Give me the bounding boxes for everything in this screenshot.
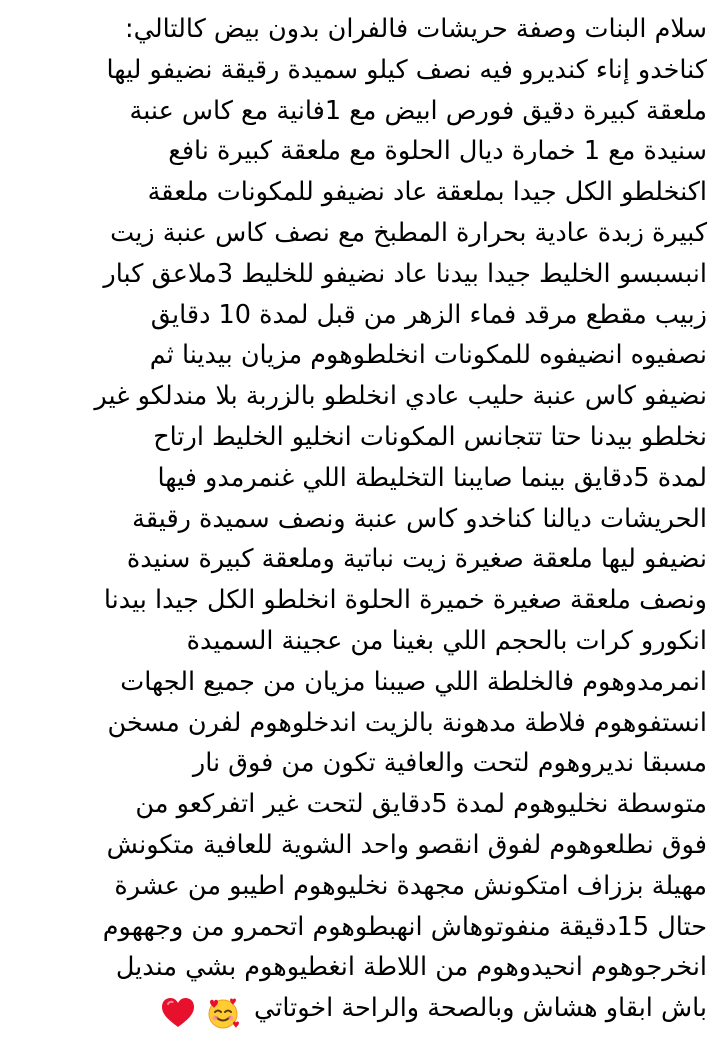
text-line: انخرجوهوم انحيدوهوم من اللاطة انغطيوهوم بشي منديل [115,952,707,983]
text-line: لمدة 5دقايق بينما صايبنا التخليطة اللي غنمرمدو فيها [157,462,707,493]
text-line: سنيدة مع 1 خمارة ديال الحلوة مع ملعقة كبيرة نافع [168,136,707,167]
text-line: ملعقة كبيرة دقيق فورص ابيض مع 1فانية مع كاس عنبة [129,95,707,126]
text-line: فوق نطلعوهوم لفوق انقصو واحد الشوية للعافية متكونش [106,829,707,860]
text-line: نضيفو ليها ملعقة صغيرة زيت نباتية وملعقة كبيرة سنيدة [126,544,707,575]
text-line: الحريشات ديالنا كناخدو كاس عنبة ونصف سميدة رقيقة [132,503,707,534]
text-line: مسبقا نديروهوم لتحت والعافية تكون من فوق نار [192,748,707,779]
text-line: انمرمدوهوم فالخلطة اللي صيبنا مزيان من جميع الجهات [120,666,707,697]
text-line: متوسطة نخليوهوم لمدة 5دقايق لتحت غير اتفركعو من [135,789,707,820]
emoji-group [160,992,242,1033]
text-line: زبيب مقطع مرقد فماء الزهر من قبل لمدة 10 دقايق [150,299,707,330]
text-line: نصفيوه انضيفوه للمكونات انخلطوهوم مزيان بيدينا ثم [149,340,707,371]
text-line-last [13,988,707,1029]
smiling-face-with-hearts-icon [206,996,240,1030]
text-line: انبسبسو الخليط جيدا بيدنا عاد نضيفو للخليط 3ملاعق كبار [103,258,707,289]
text-line: كناخدو إناء كنديرو فيه نصف كيلو سميدة رقيقة نضيفو ليها [106,54,707,85]
text-line: اكنخلطو الكل جيدا بملعقة عاد نضيفو للمكونات ملعقة [147,177,707,208]
text-line: حتال 15دقيقة منفوتوهاش انهبطوهوم اتحمرو من وجههوم [102,911,707,942]
text-line: انكورو كرات بالحجم اللي بغينا من عجينة السميدة [186,625,707,656]
text-line: انستفوهوم فلاطة مدهونة بالزيت اندخلوهوم لفرن مسخن [107,707,707,738]
text-line: مهيلة بززاف امتكونش مجهدة نخليوهوم اطيبو من عشرة [114,870,707,901]
recipe-post-text [13,9,707,1029]
text-line: ونصف ملعقة صغيرة خميرة الحلوة انخلطو الكل جيدا بيدنا [103,585,707,616]
closing-text: باش ابقاو هشاش وبالصحة والراحة اخوتاتي [254,993,707,1024]
text-line: نضيفو كاس عنبة حليب عادي انخلطو بالزربة بلا مندلكو غير [94,381,707,412]
red-heart-icon [160,996,196,1030]
text-line: كبيرة زبدة عادية بحرارة المطبخ مع نصف كاس عنبة زيت [110,217,707,248]
text-line: نخلطو بيدنا حتا تتجانس المكونات انخليو الخليط ارتاح [153,421,707,452]
text-line: سلام البنات وصفة حريشات فالفران بدون بيض كالتالي: [125,14,707,44]
